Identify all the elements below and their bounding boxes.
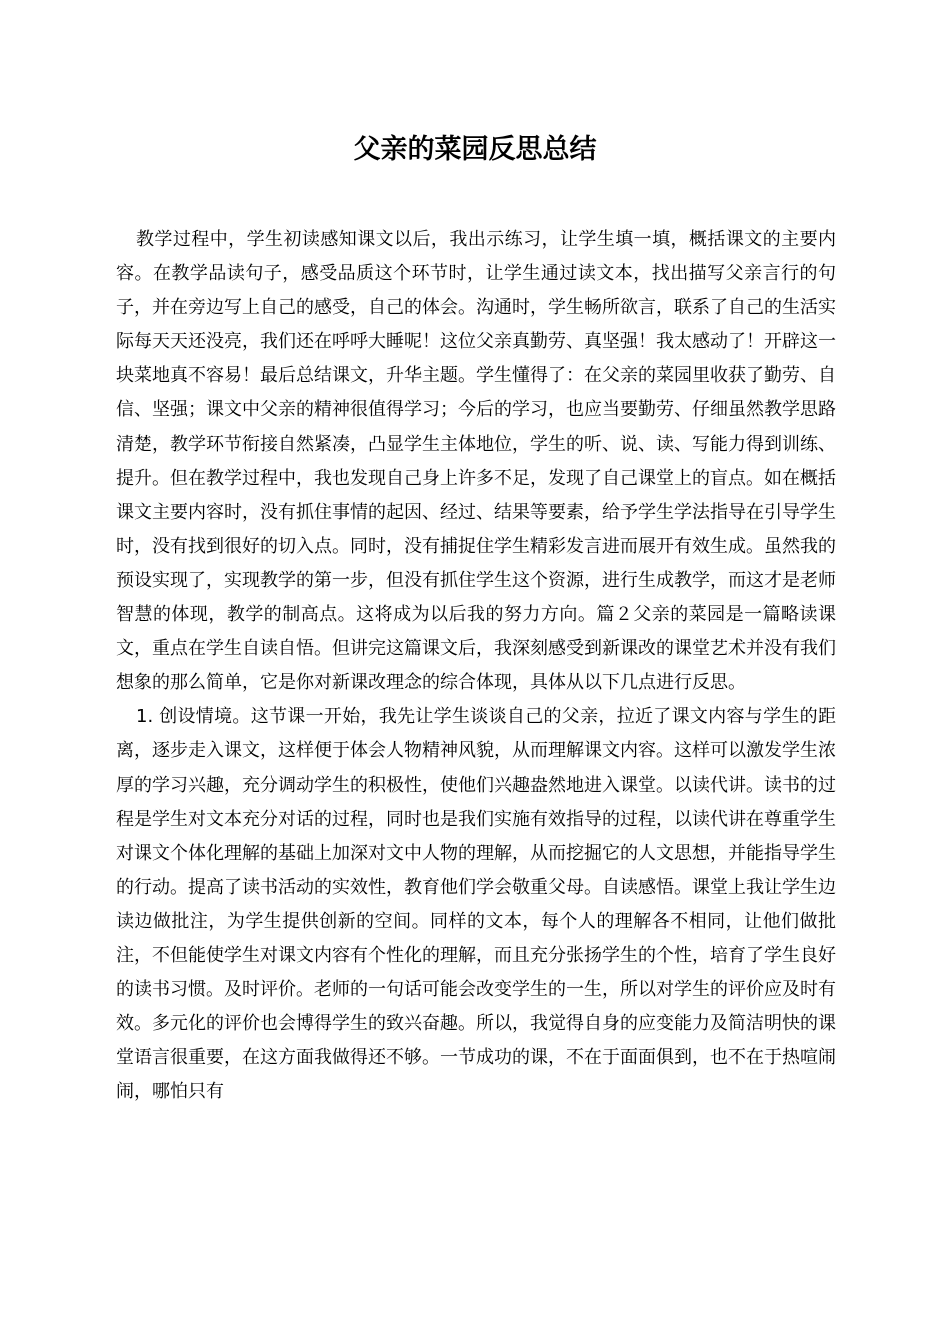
paragraph: 1. 创设情境。这节课一开始，我先让学生谈谈自己的父亲，拉近了课文内容与学生的距离，逐步走入课文，这样便于体会人物精神风貌，从而理解课文内容。这样可以激发学生浓厚的学习兴趣，充分调动学生的积极性，使他们兴趣盎然地进入课堂。以读代讲。读书的过程是学生对文本充分对话的过程，同时也是我们实施有效指导的过程，以读代讲在尊重学生对课文个体化理解的基础上加深对文中人物的理解，从而挖掘它的人文思想，并能指导学生的行动。提高了读书活动的实效性，教育他们学会敬重父母。自读感悟。课堂上我让学生边读边做批注，为学生提供创新的空间。同样的文本，每个人的理解各不相同，让他们做批注，不但能使学生对课文内容有个性化的理解，而且充分张扬学生的个性，培育了学生良好的读书习惯。及时评价。老师的一句话可能会改变学生的一生，所以对学生的评价应及时有效。多元化的评价也会博得学生的致兴奋趣。所以，我觉得自身的应变能力及简洁明快的课堂语言很重要，在这方面我做得还不够。一节成功的课，不在于面面俱到，也不在于热喧闹闹，哪怕只有 <box>116 706 836 1103</box>
document-title: 父亲的菜园反思总结 <box>353 134 597 165</box>
document-body <box>116 223 836 1109</box>
paragraph: 教学过程中，学生初读感知课文以后，我出示练习，让学生填一填，概括课文的主要内容。在教学品读句子，感受品质这个环节时，让学生通过读文本，找出描写父亲言行的句子，并在旁边写上自己的感受，自己的体会。沟通时，学生畅所欲言，联系了自己的生活实际每天天还没亮，我们还在呼呼大睡呢！这位父亲真勤劳、真坚强！我太感动了！开辟这一块菜地真不容易！最后总结课文，升华主题。学生懂得了：在父亲的菜园里收获了勤劳、自信、坚强；课文中父亲的精神很值得学习；今后的学习，也应当要勤劳、仔细虽然教学思路清楚，教学环节衔接自然紧凑，凸显学生主体地位，学生的听、说、读、写能力得到训练、提升。但在教学过程中，我也发现自己身上许多不足，发现了自己课堂上的盲点。如在概括课文主要内容时，没有抓住事情的起因、经过、结果等要素，给予学生学法指导在引导学生时，没有找到很好的切入点。同时，没有捕捉住学生精彩发言进而展开有效生成。虽然我的预设实现了，实现教学的第一步，但没有抓住学生这个资源，进行生成教学，而这才是老师智慧的体现，教学的制高点。这将成为以后我的努力方向。篇２父亲的菜园是一篇略读课文，重点在学生自读自悟。但讲完这篇课文后，我深刻感受到新课改的课堂艺术并没有我们想象的那么简单，它是你对新课改理念的综合体现，具体从以下几点进行反思。 <box>116 229 836 694</box>
